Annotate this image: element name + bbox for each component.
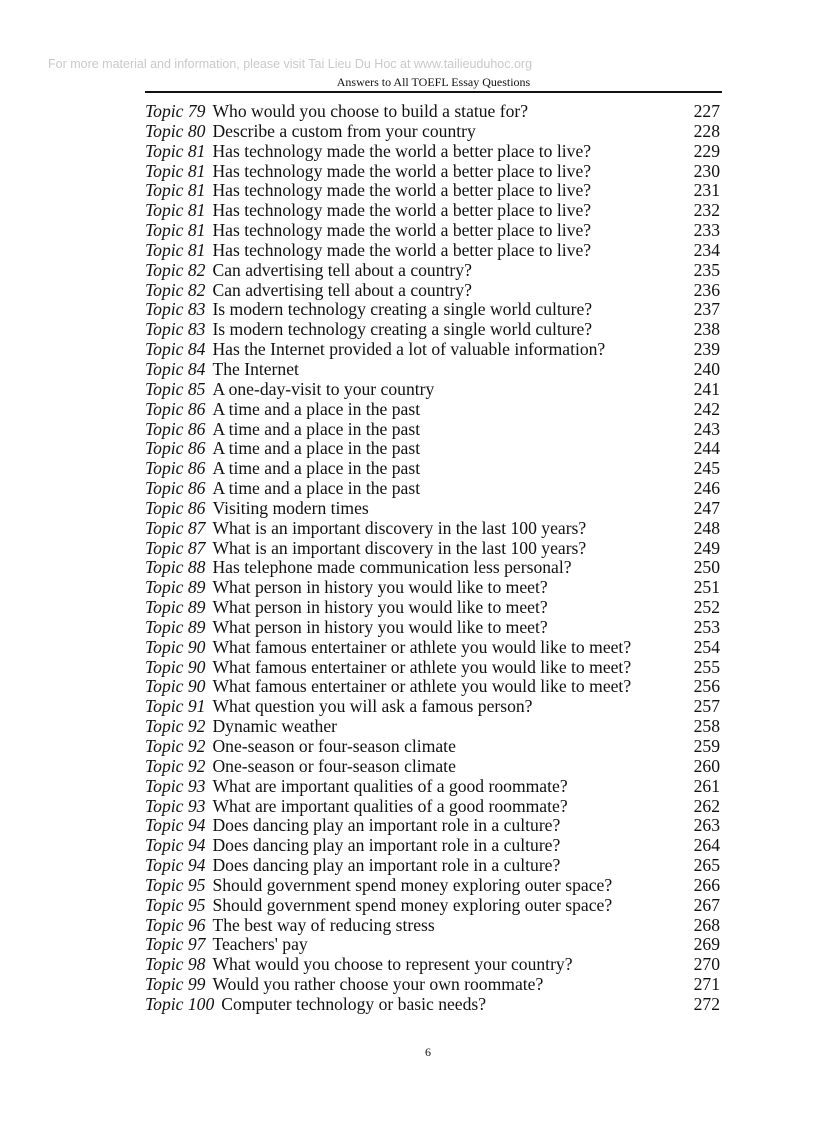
- toc-entry: [145, 459, 720, 479]
- toc-page-number: 239: [693, 339, 720, 360]
- toc-topic-label: Topic 79: [145, 101, 206, 121]
- toc-topic-label: Topic 90: [145, 656, 206, 677]
- toc-entry: [145, 618, 720, 638]
- toc-title: Dynamic weather: [212, 717, 338, 737]
- toc-entry: [145, 975, 720, 995]
- toc-entry: [145, 717, 720, 737]
- toc-topic-label: Topic 95: [145, 894, 206, 915]
- toc-title: Does dancing play an important role in a culture?: [212, 856, 561, 876]
- toc-entry: [145, 876, 720, 896]
- toc-title: What are important qualities of a good roommate?: [212, 776, 568, 796]
- toc-topic-label: Topic 85: [145, 378, 206, 399]
- toc-title: Has technology made the world a better place to live?: [212, 161, 592, 181]
- toc-page-number: 270: [693, 954, 720, 975]
- toc-topic-label: Topic 82: [145, 259, 206, 280]
- toc-title: Computer technology or basic needs?: [221, 994, 487, 1014]
- toc-entry: [145, 697, 720, 717]
- toc-page-number: 245: [693, 458, 720, 479]
- page-number: 6: [425, 1045, 431, 1059]
- toc-page-number: 247: [693, 497, 720, 518]
- toc-page-number: 265: [693, 855, 720, 876]
- toc-topic-label: Topic 94: [145, 815, 206, 836]
- toc-topic-label: Topic 94: [145, 835, 206, 856]
- toc-page-number: 256: [693, 676, 720, 697]
- toc-topic-label: Topic 96: [145, 914, 206, 935]
- toc-page-number: 233: [693, 220, 720, 241]
- toc-title: Has technology made the world a better place to live?: [212, 221, 592, 241]
- toc-title: Can advertising tell about a country?: [212, 280, 472, 300]
- toc-entry: [145, 916, 720, 936]
- toc-page-number: 243: [693, 418, 720, 439]
- toc-title: Should government spend money exploring outer space?: [212, 895, 613, 915]
- toc-page-number: 268: [693, 914, 720, 935]
- toc-entry: [145, 836, 720, 856]
- toc-page-number: 241: [693, 378, 720, 399]
- toc-topic-label: Topic 87: [145, 537, 206, 558]
- toc-title: Would you rather choose your own roommate?: [212, 975, 544, 995]
- toc-topic-label: Topic 88: [145, 557, 206, 578]
- toc-page-number: 240: [693, 358, 720, 379]
- toc-page-number: 263: [693, 815, 720, 836]
- toc-title: Has technology made the world a better place to live?: [212, 201, 592, 221]
- toc-topic-label: Topic 100: [145, 993, 215, 1014]
- toc-entry: [145, 380, 720, 400]
- toc-title: A time and a place in the past: [212, 459, 421, 479]
- toc-page-number: 252: [693, 597, 720, 618]
- toc-title: What person in history you would like to meet?: [212, 578, 548, 598]
- toc-topic-label: Topic 82: [145, 279, 206, 300]
- toc-title: Has technology made the world a better place to live?: [212, 141, 592, 161]
- toc-entry: [145, 142, 720, 162]
- toc-entry: [145, 201, 720, 221]
- toc-entry: [145, 598, 720, 618]
- toc-entry: [145, 757, 720, 777]
- toc-entry: [145, 241, 720, 261]
- toc-topic-label: Topic 90: [145, 676, 206, 697]
- toc-topic-label: Topic 83: [145, 319, 206, 340]
- toc-entry: [145, 439, 720, 459]
- toc-title: What famous entertainer or athlete you would like to meet?: [212, 677, 632, 697]
- toc-topic-label: Topic 97: [145, 934, 206, 955]
- table-of-contents: [145, 102, 720, 1015]
- toc-topic-label: Topic 86: [145, 398, 206, 419]
- toc-title: What famous entertainer or athlete you would like to meet?: [212, 657, 632, 677]
- toc-page-number: 246: [693, 478, 720, 499]
- toc-page-number: 262: [693, 795, 720, 816]
- toc-entry: [145, 519, 720, 539]
- toc-entry: [145, 162, 720, 182]
- toc-title: Does dancing play an important role in a culture?: [212, 836, 561, 856]
- toc-topic-label: Topic 86: [145, 418, 206, 439]
- toc-title: Has the Internet provided a lot of valuable information?: [212, 340, 606, 360]
- toc-topic-label: Topic 94: [145, 855, 206, 876]
- toc-page-number: 227: [693, 101, 720, 121]
- toc-page-number: 242: [693, 398, 720, 419]
- toc-page-number: 244: [693, 438, 720, 459]
- toc-entry: [145, 340, 720, 360]
- toc-entry: [145, 499, 720, 519]
- toc-entry: [145, 737, 720, 757]
- toc-page-number: 237: [693, 299, 720, 320]
- toc-entry: [145, 935, 720, 955]
- toc-topic-label: Topic 81: [145, 239, 206, 260]
- toc-title: One-season or four-season climate: [212, 737, 456, 756]
- toc-entry: [145, 420, 720, 440]
- toc-title: What person in history you would like to meet?: [212, 598, 548, 618]
- toc-page-number: 231: [693, 180, 720, 201]
- toc-entry: [145, 539, 720, 559]
- toc-entry: [145, 360, 720, 380]
- toc-entry: [145, 221, 720, 241]
- toc-page-number: 272: [693, 993, 720, 1014]
- toc-page-number: 232: [693, 200, 720, 221]
- toc-topic-label: Topic 90: [145, 636, 206, 657]
- toc-page-number: 251: [693, 577, 720, 598]
- toc-title: Has technology made the world a better place to live?: [212, 181, 592, 201]
- toc-entry: [145, 856, 720, 876]
- toc-title: Does dancing play an important role in a culture?: [212, 816, 561, 836]
- toc-page-number: 229: [693, 140, 720, 161]
- toc-title: A one-day-visit to your country: [212, 379, 435, 399]
- toc-topic-label: Topic 81: [145, 180, 206, 201]
- toc-title: One-season or four-season climate: [212, 756, 456, 776]
- toc-page-number: 267: [693, 894, 720, 915]
- toc-title: Is modern technology creating a single world culture?: [212, 320, 593, 340]
- toc-title: What is an important discovery in the last 100 years?: [212, 518, 587, 538]
- toc-title: What famous entertainer or athlete you would like to meet?: [212, 637, 632, 657]
- toc-title: Has technology made the world a better place to live?: [212, 240, 592, 260]
- toc-page-number: 235: [693, 259, 720, 280]
- toc-page-number: 266: [693, 874, 720, 895]
- toc-page-number: 271: [693, 974, 720, 995]
- toc-entry: [145, 558, 720, 578]
- toc-title: What are important qualities of a good roommate?: [212, 796, 568, 816]
- toc-entry: [145, 102, 720, 122]
- toc-topic-label: Topic 95: [145, 874, 206, 895]
- toc-title: A time and a place in the past: [212, 399, 421, 419]
- toc-page-number: 260: [693, 755, 720, 776]
- toc-topic-label: Topic 86: [145, 438, 206, 459]
- toc-page-number: 269: [693, 934, 720, 955]
- toc-topic-label: Topic 93: [145, 795, 206, 816]
- toc-entry: [145, 777, 720, 797]
- toc-entry: [145, 578, 720, 598]
- watermark-text: For more material and information, please visit Tai Lieu Du Hoc at www.tailieuduhoc.org: [48, 57, 533, 71]
- toc-title: What is an important discovery in the last 100 years?: [212, 538, 587, 558]
- toc-page-number: 253: [693, 616, 720, 637]
- toc-topic-label: Topic 83: [145, 299, 206, 320]
- toc-title: What would you choose to represent your country?: [212, 955, 573, 975]
- toc-entry: [145, 122, 720, 142]
- toc-title: The best way of reducing stress: [212, 915, 435, 935]
- toc-entry: [145, 181, 720, 201]
- toc-page-number: 250: [693, 557, 720, 578]
- toc-topic-label: Topic 84: [145, 339, 206, 360]
- toc-title: What person in history you would like to meet?: [212, 617, 548, 637]
- toc-page-number: 236: [693, 279, 720, 300]
- toc-page-number: 258: [693, 716, 720, 737]
- toc-topic-label: Topic 87: [145, 517, 206, 538]
- toc-topic-label: Topic 86: [145, 458, 206, 479]
- toc-page-number: 249: [693, 537, 720, 558]
- toc-title: The Internet: [212, 359, 299, 379]
- toc-topic-label: Topic 99: [145, 974, 206, 995]
- toc-topic-label: Topic 92: [145, 716, 206, 737]
- running-header: Answers to All TOEFL Essay Questions: [336, 75, 531, 89]
- toc-page-number: 228: [693, 120, 720, 141]
- toc-title: A time and a place in the past: [212, 439, 421, 459]
- toc-page-number: 264: [693, 835, 720, 856]
- toc-topic-label: Topic 84: [145, 358, 206, 379]
- toc-entry: [145, 300, 720, 320]
- toc-topic-label: Topic 91: [145, 696, 206, 717]
- toc-title: Should government spend money exploring outer space?: [212, 875, 613, 895]
- toc-entry: [145, 896, 720, 916]
- toc-topic-label: Topic 89: [145, 597, 206, 618]
- toc-page-number: 257: [693, 696, 720, 717]
- toc-title: Teachers' pay: [212, 935, 308, 955]
- toc-topic-label: Topic 89: [145, 577, 206, 598]
- toc-topic-label: Topic 81: [145, 140, 206, 161]
- toc-entry: [145, 479, 720, 499]
- toc-topic-label: Topic 92: [145, 755, 206, 776]
- toc-topic-label: Topic 89: [145, 616, 206, 637]
- toc-page-number: 259: [693, 736, 720, 756]
- toc-title: Describe a custom from your country: [212, 121, 476, 141]
- toc-title: Is modern technology creating a single world culture?: [212, 300, 593, 320]
- toc-title: Who would you choose to build a statue for?: [212, 102, 529, 121]
- toc-entry: [145, 816, 720, 836]
- toc-entry: [145, 320, 720, 340]
- header-rule: [145, 91, 722, 93]
- toc-topic-label: Topic 81: [145, 220, 206, 241]
- toc-entry: [145, 995, 720, 1015]
- toc-entry: [145, 281, 720, 301]
- toc-page-number: 234: [693, 239, 720, 260]
- toc-title: What question you will ask a famous person?: [212, 697, 533, 717]
- toc-title: A time and a place in the past: [212, 419, 421, 439]
- toc-title: A time and a place in the past: [212, 479, 421, 499]
- toc-topic-label: Topic 80: [145, 120, 206, 141]
- toc-topic-label: Topic 86: [145, 497, 206, 518]
- toc-topic-label: Topic 92: [145, 736, 206, 756]
- toc-title: Can advertising tell about a country?: [212, 260, 472, 280]
- toc-topic-label: Topic 98: [145, 954, 206, 975]
- toc-page-number: 261: [693, 775, 720, 796]
- toc-entry: [145, 638, 720, 658]
- toc-title: Visiting modern times: [212, 498, 369, 518]
- toc-entry: [145, 658, 720, 678]
- toc-page-number: 254: [693, 636, 720, 657]
- toc-title: Has telephone made communication less personal?: [212, 558, 572, 578]
- toc-topic-label: Topic 81: [145, 160, 206, 181]
- toc-page-number: 255: [693, 656, 720, 677]
- toc-topic-label: Topic 93: [145, 775, 206, 796]
- toc-page-number: 230: [693, 160, 720, 181]
- toc-entry: [145, 261, 720, 281]
- toc-page-number: 248: [693, 517, 720, 538]
- toc-page-number: 238: [693, 319, 720, 340]
- toc-topic-label: Topic 86: [145, 478, 206, 499]
- toc-entry: [145, 400, 720, 420]
- toc-entry: [145, 955, 720, 975]
- toc-entry: [145, 797, 720, 817]
- toc-topic-label: Topic 81: [145, 200, 206, 221]
- toc-entry: [145, 677, 720, 697]
